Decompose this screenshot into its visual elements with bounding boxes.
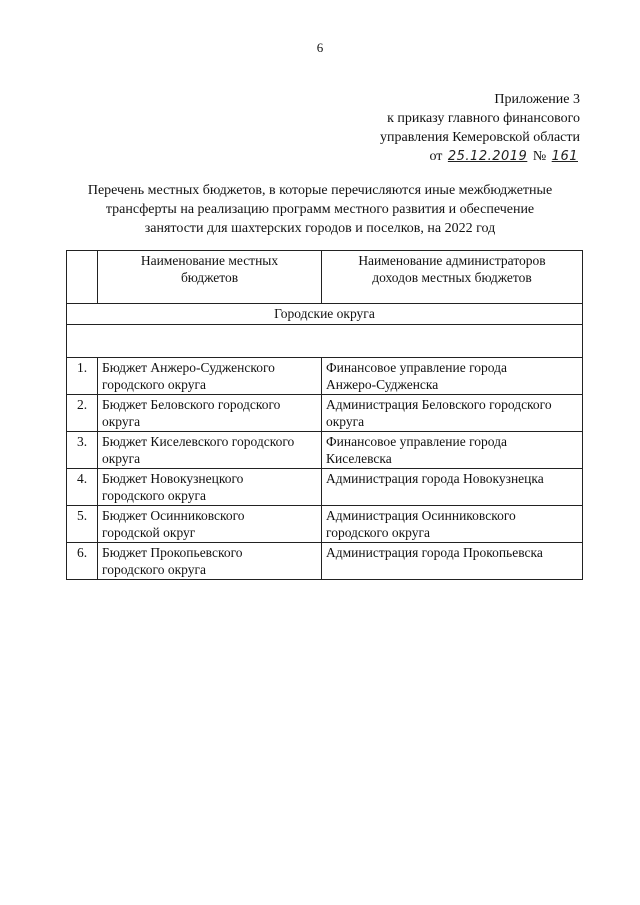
row-number: 2. bbox=[67, 395, 98, 432]
spacer-row bbox=[67, 325, 583, 358]
administrator-name: Администрация Беловского городского округа bbox=[322, 395, 583, 432]
row-number: 6. bbox=[67, 543, 98, 580]
table-row bbox=[67, 358, 583, 395]
page-number: 6 bbox=[316, 40, 324, 55]
header-budget-cell: Наименование местных бюджетов bbox=[98, 251, 322, 304]
title-line-3: занятости для шахтерских городов и поселков, на 2022 год bbox=[144, 221, 496, 236]
table-header-row bbox=[67, 251, 583, 304]
table-row bbox=[67, 395, 583, 432]
row-number: 1. bbox=[67, 358, 98, 395]
table-row bbox=[67, 543, 583, 580]
section-row bbox=[67, 304, 583, 325]
handwritten-number: 161 bbox=[551, 149, 578, 164]
administrator-name: Финансовое управление города Анжеро-Судженска bbox=[322, 358, 583, 395]
number-prefix: № bbox=[532, 149, 547, 164]
appendix-department: управления Кемеровской области bbox=[380, 130, 580, 145]
appendix-block bbox=[380, 90, 580, 166]
date-prefix: от bbox=[429, 149, 443, 164]
administrator-name: Администрация Осинниковского городского округа bbox=[322, 506, 583, 543]
row-number: 5. bbox=[67, 506, 98, 543]
appendix-order-ref: к приказу главного финансового bbox=[387, 111, 580, 126]
section-label: Городские округа bbox=[67, 304, 583, 325]
header-admin-cell: Наименование администраторов доходов местных бюджетов bbox=[322, 251, 583, 304]
budgets-table bbox=[66, 250, 583, 580]
table-row bbox=[67, 469, 583, 506]
title-line-1: Перечень местных бюджетов, в которые перечисляются иные межбюджетные bbox=[87, 183, 553, 198]
budget-name: Бюджет Анжеро-Судженского городского округа bbox=[98, 358, 322, 395]
administrator-name: Финансовое управление города Киселевска bbox=[322, 432, 583, 469]
row-number: 3. bbox=[67, 432, 98, 469]
appendix-date-line bbox=[380, 147, 580, 166]
document-title bbox=[60, 181, 580, 238]
row-number: 4. bbox=[67, 469, 98, 506]
administrator-name: Администрация города Новокузнецка bbox=[322, 469, 583, 506]
handwritten-date: 25.12.2019 bbox=[447, 149, 528, 164]
table-row bbox=[67, 432, 583, 469]
header-num-cell bbox=[67, 251, 98, 304]
table-row bbox=[67, 506, 583, 543]
budget-name: Бюджет Прокопьевского городского округа bbox=[98, 543, 322, 580]
budget-name: Бюджет Новокузнецкого городского округа bbox=[98, 469, 322, 506]
budget-name: Бюджет Беловского городского округа bbox=[98, 395, 322, 432]
title-line-2: трансферты на реализацию программ местного развития и обеспечение bbox=[105, 202, 535, 217]
administrator-name: Администрация города Прокопьевска bbox=[322, 543, 583, 580]
budget-name: Бюджет Киселевского городского округа bbox=[98, 432, 322, 469]
appendix-title: Приложение 3 bbox=[494, 92, 580, 107]
empty-cell bbox=[67, 325, 583, 358]
budget-name: Бюджет Осинниковского городской округ bbox=[98, 506, 322, 543]
